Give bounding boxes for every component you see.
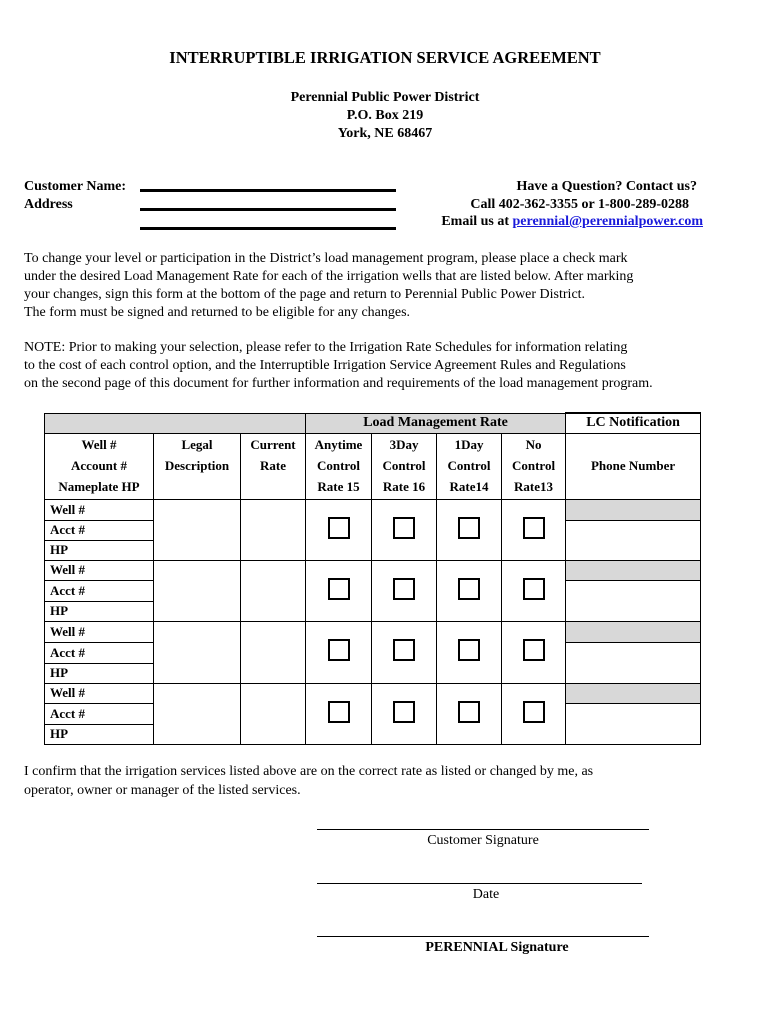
3day-cell [372, 621, 437, 683]
1day-checkbox[interactable] [458, 701, 480, 723]
load-management-header: Load Management Rate [306, 413, 566, 433]
customer-signature-line[interactable] [317, 829, 649, 830]
1day-checkbox[interactable] [458, 517, 480, 539]
well-column-header [45, 433, 154, 499]
1day-checkbox[interactable] [458, 578, 480, 600]
perennial-signature-label: PERENNIAL Signature [425, 940, 569, 955]
anytime-cell [306, 683, 372, 744]
date-line[interactable] [317, 883, 642, 884]
current-rate-cell[interactable] [241, 683, 306, 744]
no-control-cell [502, 560, 566, 621]
table-row [45, 683, 701, 703]
email-link[interactable]: perennial@perennialpower.com [512, 214, 703, 229]
note-paragraph [24, 339, 744, 393]
well-cell: Well # [45, 560, 154, 580]
address-field-line-2[interactable] [140, 227, 396, 230]
confirm-line: operator, owner or manager of the listed services. [24, 783, 301, 798]
phone-cell[interactable] [566, 560, 701, 580]
note-line: to the cost of each control option, and the Interruptible Irrigation Service Agreement Rules and Regulations [24, 358, 626, 373]
email-label: Email us at [441, 214, 513, 229]
col-label: Rate [260, 457, 286, 473]
1day-cell [437, 683, 502, 744]
col-label: Legal [181, 436, 213, 452]
legal-description-cell[interactable] [154, 499, 241, 560]
well-rate-table [44, 412, 701, 745]
col-label: Rate13 [514, 478, 554, 494]
3day-checkbox[interactable] [393, 578, 415, 600]
col-label: 3Day [389, 436, 419, 452]
phone-cell[interactable] [566, 499, 701, 520]
col-label: Description [164, 457, 230, 473]
no-control-checkbox[interactable] [523, 578, 545, 600]
acct-cell: Acct # [45, 703, 154, 724]
1day-column-header [437, 433, 502, 499]
intro-line: The form must be signed and returned to be eligible for any changes. [24, 305, 411, 320]
contact-question: Have a Question? Contact us? [516, 179, 697, 194]
phone-cell[interactable] [566, 683, 701, 703]
phone-cell[interactable] [566, 642, 701, 683]
current-rate-cell[interactable] [241, 499, 306, 560]
col-label: Well # [81, 436, 117, 452]
well-cell: Well # [45, 621, 154, 642]
no-control-checkbox[interactable] [523, 701, 545, 723]
no-control-checkbox[interactable] [523, 517, 545, 539]
anytime-cell [306, 560, 372, 621]
phone-cell[interactable] [566, 621, 701, 642]
org-name: Perennial Public Power District [290, 90, 480, 105]
header-blank [45, 413, 306, 433]
3day-checkbox[interactable] [393, 517, 415, 539]
intro-line: your changes, sign this form at the bottom of the page and return to Perennial Public Power District. [24, 287, 586, 302]
table-row [45, 621, 701, 642]
col-label: Control [511, 457, 556, 473]
date-label: Date [472, 887, 500, 902]
anytime-cell [306, 499, 372, 560]
anytime-checkbox[interactable] [328, 701, 350, 723]
legal-column-header [154, 433, 241, 499]
hp-cell: HP [45, 663, 154, 683]
legal-description-cell[interactable] [154, 621, 241, 683]
intro-paragraph [24, 250, 744, 322]
address-label: Address [24, 197, 73, 212]
col-label: Nameplate HP [58, 478, 140, 494]
address-field-line-1[interactable] [140, 208, 396, 211]
customer-signature-label: Customer Signature [427, 833, 539, 848]
col-label: Control [447, 457, 491, 473]
intro-line: under the desired Load Management Rate for each of the irrigation wells that are listed below. After marking [24, 269, 634, 284]
1day-cell [437, 621, 502, 683]
anytime-column-header [306, 433, 372, 499]
anytime-checkbox[interactable] [328, 578, 350, 600]
acct-cell: Acct # [45, 642, 154, 663]
col-label: Rate 16 [382, 478, 426, 494]
col-label: Rate14 [449, 478, 489, 494]
table-row [45, 499, 701, 520]
acct-cell: Acct # [45, 580, 154, 601]
anytime-checkbox[interactable] [328, 517, 350, 539]
table-row [45, 560, 701, 580]
1day-cell [437, 499, 502, 560]
no-control-cell [502, 621, 566, 683]
perennial-signature-line[interactable] [317, 936, 649, 937]
confirm-paragraph [24, 762, 744, 800]
legal-description-cell[interactable] [154, 560, 241, 621]
no-control-column-header [502, 433, 566, 499]
note-line: NOTE: Prior to making your selection, please refer to the Irrigation Rate Schedules for information relating [24, 340, 628, 355]
current-rate-cell[interactable] [241, 621, 306, 683]
col-label: Account # [71, 457, 127, 473]
3day-column-header [372, 433, 437, 499]
anytime-cell [306, 621, 372, 683]
col-label: 1Day [454, 436, 484, 452]
3day-checkbox[interactable] [393, 701, 415, 723]
1day-cell [437, 560, 502, 621]
3day-cell [372, 683, 437, 744]
org-city: York, NE 68467 [337, 126, 433, 141]
well-cell: Well # [45, 499, 154, 520]
contact-email-line [441, 214, 703, 230]
hp-cell: HP [45, 540, 154, 560]
document-title: INTERRUPTIBLE IRRIGATION SERVICE AGREEMENT [169, 48, 601, 67]
hp-cell: HP [45, 601, 154, 621]
col-label: Control [316, 457, 361, 473]
col-label: Control [382, 457, 426, 473]
customer-name-field[interactable] [140, 189, 396, 192]
phone-cell[interactable] [566, 580, 701, 621]
note-line: on the second page of this document for further information and requirements of the load management program. [24, 376, 653, 391]
no-control-cell [502, 499, 566, 560]
customer-name-label: Customer Name: [24, 179, 126, 194]
current-rate-cell[interactable] [241, 560, 306, 621]
no-control-checkbox[interactable] [523, 639, 545, 661]
col-label: Anytime [314, 436, 363, 452]
col-label: Rate 15 [317, 478, 360, 494]
phone-column-header: Phone Number [566, 433, 701, 499]
intro-line: To change your level or participation in the District’s load management program, please place a check mark [24, 251, 628, 266]
anytime-checkbox[interactable] [328, 639, 350, 661]
confirm-line: I confirm that the irrigation services listed above are on the correct rate as listed or changed by me, as [24, 764, 594, 779]
phone-cell[interactable] [566, 703, 701, 744]
org-po-box: P.O. Box 219 [346, 108, 424, 123]
3day-cell [372, 560, 437, 621]
hp-cell: HP [45, 724, 154, 744]
no-control-cell [502, 683, 566, 744]
lc-notification-header: LC Notification [566, 413, 701, 433]
legal-description-cell[interactable] [154, 683, 241, 744]
well-cell: Well # [45, 683, 154, 703]
phone-cell[interactable] [566, 520, 701, 560]
col-label: No [525, 436, 542, 452]
3day-checkbox[interactable] [393, 639, 415, 661]
1day-checkbox[interactable] [458, 639, 480, 661]
current-rate-column-header [241, 433, 306, 499]
acct-cell: Acct # [45, 520, 154, 540]
contact-phone: Call 402-362-3355 or 1-800-289-0288 [470, 197, 689, 212]
3day-cell [372, 499, 437, 560]
col-label: Current [250, 436, 296, 452]
